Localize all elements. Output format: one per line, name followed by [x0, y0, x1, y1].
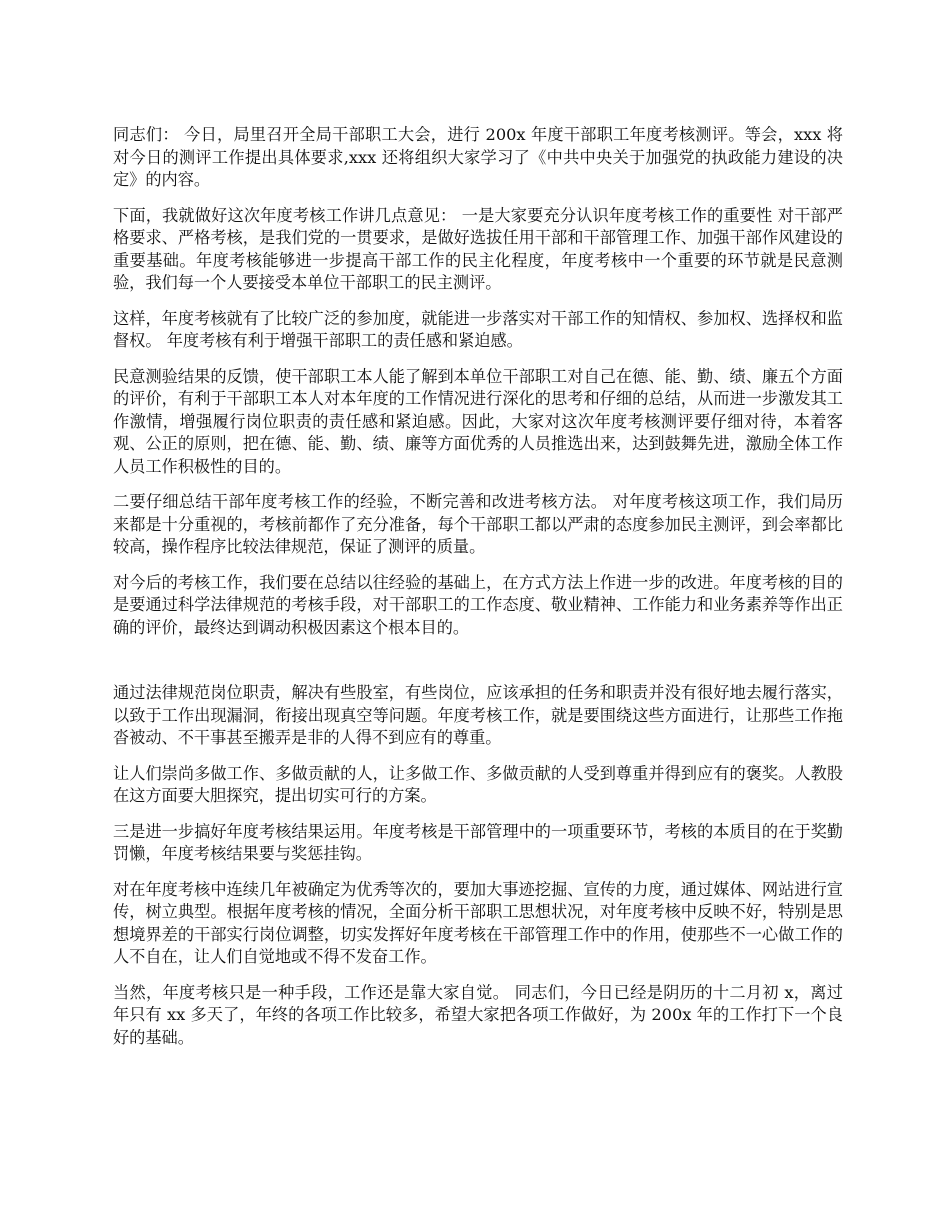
- paragraph-10: 对在年度考核中连续几年被确定为优秀等次的，要加大事迹挖掘、宣传的力度，通过媒体、网站进行宣传，树立典型。根据年度考核的情况，全面分析干部职工思想状况，对年度考核中反映不好，特别是思想境界差的干部实行岗位调整，切实发挥好年度考核在干部管理工作中的作用，使那些不一心做工作的人不自在，让人们自觉地或不得不发奋工作。: [113, 879, 843, 966]
- document-body: [113, 124, 843, 1062]
- paragraph-9: 三是进一步搞好年度考核结果运用。年度考核是干部管理中的一项重要环节，考核的本质目的在于奖勤罚懒，年度考核结果要与奖惩挂钩。: [113, 821, 843, 863]
- paragraph-6: 对今后的考核工作，我们要在总结以往经验的基础上，在方式方法上作进一步的改进。年度考核的目的是要通过科学法律规范的考核手段，对干部职工的工作态度、敬业精神、工作能力和业务素养等作出正确的评价，最终达到调动积极因素这个根本目的。: [113, 572, 843, 637]
- paragraph-11: 当然，年度考核只是一种手段，工作还是靠大家自觉。 同志们，今日已经是阴历的十二月初 x，离过年只有 xx 多天了，年终的各项工作比较多，希望大家把各项工作做好，为 200x 年的工作打下一个良好的基础。: [113, 982, 843, 1047]
- paragraph-2: 下面，我就做好这次年度考核工作讲几点意见： 一是大家要充分认识年度考核工作的重要性 对干部严格要求、严格考核，是我们党的一贯要求，是做好选拔任用干部和干部管理工作、加强干部作风建设的重要基础。年度考核能够进一步提高干部工作的民主化程度，年度考核中一个重要的环节就是民意测验，我们每一个人要接受本单位干部职工的民主测评。: [113, 205, 843, 292]
- paragraph-5: 二要仔细总结干部年度考核工作的经验，不断完善和改进考核方法。 对年度考核这项工作，我们局历来都是十分重视的，考核前都作了充分准备，每个干部职工都以严肃的态度参加民主测评，到会率都比较高，操作程序比较法律规范，保证了测评的质量。: [113, 492, 843, 556]
- paragraph-3: 这样，年度考核就有了比较广泛的参加度，就能进一步落实对干部工作的知情权、参加权、选择权和监督权。 年度考核有利于增强干部职工的责任感和紧迫感。: [113, 308, 843, 350]
- paragraph-8: 让人们崇尚多做工作、多做贡献的人，让多做工作、多做贡献的人受到尊重并得到应有的褒奖。人教股在这方面要大胆探究，提出切实可行的方案。: [113, 763, 843, 805]
- paragraph-4: 民意测验结果的反馈，使干部职工本人能了解到本单位干部职工对自己在德、能、勤、绩、廉五个方面的评价，有利于干部职工本人对本年度的工作情况进行深化的思考和仔细的总结，从而进一步激发其工作激情，增强履行岗位职责的责任感和紧迫感。因此，大家对这次年度考核测评要仔细对待，本着客观、公正的原则，把在德、能、勤、绩、廉等方面优秀的人员推选出来，达到鼓舞先进，激励全体工作人员工作积极性的目的。: [113, 366, 843, 476]
- paragraph-7: 通过法律规范岗位职责，解决有些股室，有些岗位，应该承担的任务和职责并没有很好地去履行落实，以致于工作出现漏洞，衔接出现真空等问题。年度考核工作，就是要围绕这些方面进行，让那些工作拖沓被动、不干事甚至搬弄是非的人得不到应有的尊重。: [113, 683, 843, 747]
- paragraph-1: 同志们： 今日，局里召开全局干部职工大会，进行 200x 年度干部职工年度考核测评。等会，xxx 将对今日的测评工作提出具体要求,xxx 还将组织大家学习了《中共中央关于加强党的执政能力建设的决定》的内容。: [113, 125, 843, 189]
